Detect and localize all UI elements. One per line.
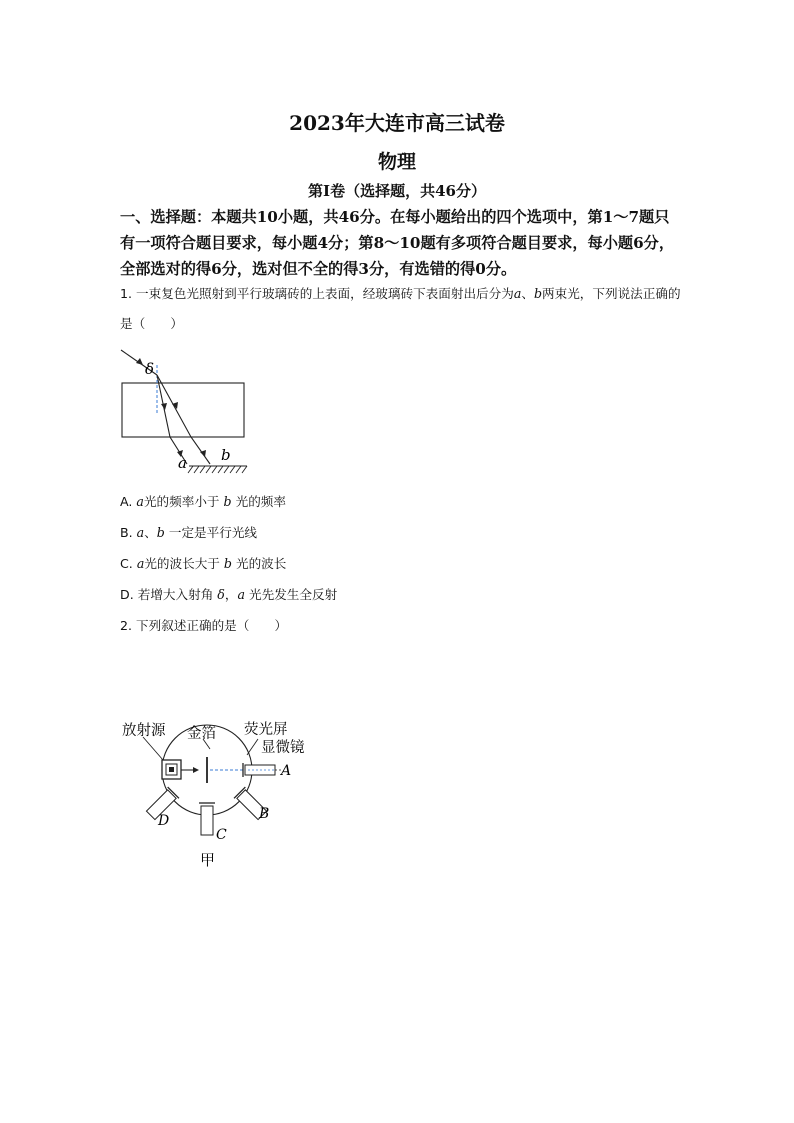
label-source: 放射源 <box>122 723 166 739</box>
arrow-icon <box>193 767 199 773</box>
ray-b <box>157 375 210 464</box>
section-instructions: 一、选择题：本题共10小题，共46分。在每小题给出的四个选项中，第1～7题只有一项符合题目要求，每小题4分；第8～10题有多项符合题目要求，每小题6分，全部选对的得6分，选对但不全的得3分，有选错的得0分。 <box>120 208 675 278</box>
option-1b: B. a、b 一定是平行光线 <box>120 525 258 540</box>
label-a: A <box>281 763 292 779</box>
glass-slab-figure <box>115 345 255 480</box>
glass-slab <box>122 383 244 437</box>
label-b: b <box>221 446 231 464</box>
label-foil: 金箔 <box>187 726 216 742</box>
question-1-stem: 1. 一束复色光照射到平行玻璃砖的上表面，经玻璃砖下表面射出后分为a、b两束光，下列说法正确的是（ ） <box>120 286 681 331</box>
microscope-c <box>201 806 213 835</box>
label-microscope: 显微镜 <box>261 740 305 756</box>
subject-title: 物理 <box>377 151 416 173</box>
option-1a: A. a光的频率小于 b 光的频率 <box>120 494 286 509</box>
label-b: B <box>259 806 270 822</box>
option-1d: D. 若增大入射角 δ，a 光先发生全反射 <box>120 587 338 602</box>
label-a: a <box>178 454 187 472</box>
section-heading: 第Ⅰ卷（选择题，共46分） <box>308 182 486 200</box>
exam-title: 2023年大连市高三试卷 <box>289 111 505 135</box>
question-2-stem: 2. 下列叙述正确的是（ ） <box>120 618 288 633</box>
label-screen: 荧光屏 <box>244 722 288 738</box>
delta-label: δ <box>145 360 155 378</box>
figure-caption: 甲 <box>200 851 216 869</box>
option-1c: C. a光的波长大于 b 光的波长 <box>120 556 287 571</box>
label-c: C <box>216 827 227 843</box>
label-d: D <box>158 813 170 829</box>
ground-hatch <box>188 466 247 473</box>
rutherford-scattering-figure <box>115 715 315 875</box>
